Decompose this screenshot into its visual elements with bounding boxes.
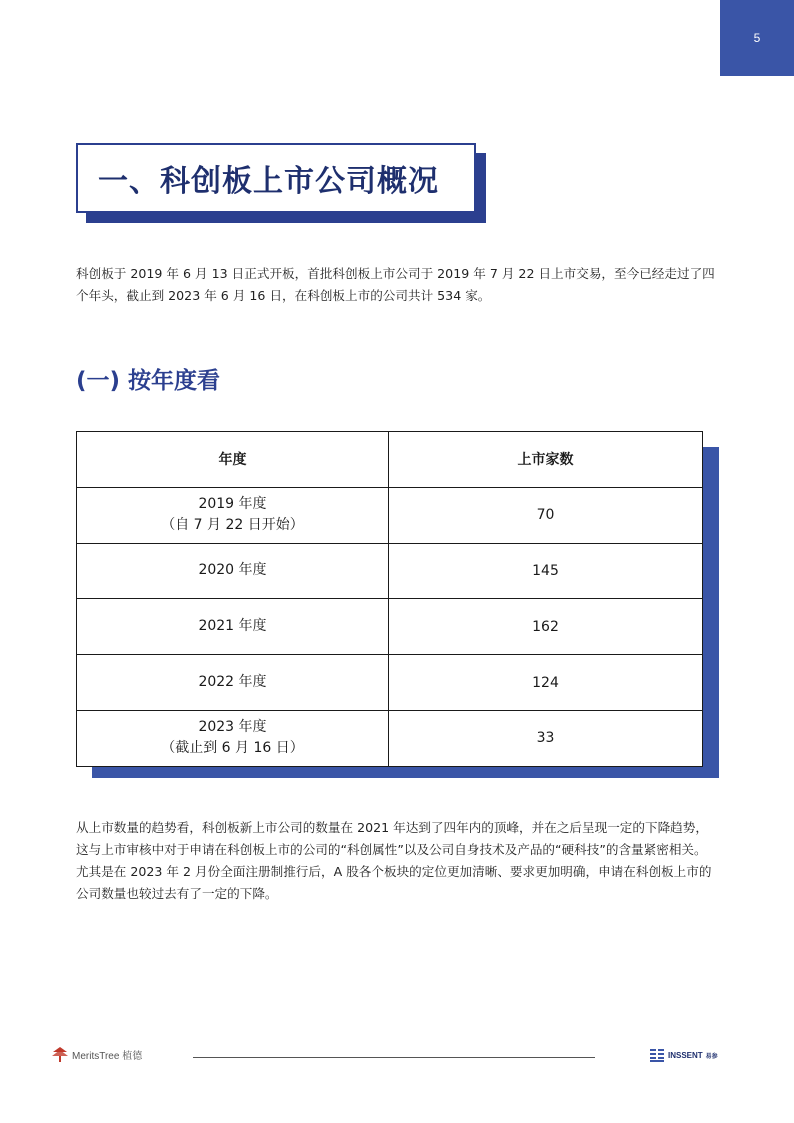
table-row — [77, 655, 703, 711]
year-cell — [77, 543, 389, 599]
right-logo-cn: 易参 — [705, 1053, 718, 1060]
year-cell — [77, 487, 389, 543]
year-cell — [77, 710, 389, 766]
year-label: 2023 年度 — [198, 719, 267, 736]
table-row — [77, 710, 703, 766]
column-header-year: 年度 — [77, 432, 389, 488]
analysis-paragraph: 从上市数量的趋势看，科创板新上市公司的数量在 2021 年达到了四年内的顶峰，并在之后呈现一定的下降趋势，这与上市审核中对于申请在科创板上市的公司的“科创属性”以及公司自身技术及产品的“硬科技”的含量紧密相关。尤其是在 2023 年 2 月份全面注册制推行后，A 股各个板块的定位更加清晰、要求更加明确，申请在科创板上市的公司数量也较过去有了一定的下降。 — [76, 820, 712, 901]
section-title: 一、科创板上市公司概况 — [98, 164, 439, 199]
table-header-row — [77, 432, 703, 488]
column-header-count: 上市家数 — [389, 432, 703, 488]
section-title-box — [76, 143, 476, 213]
footer-divider — [193, 1057, 595, 1058]
inssent-logo — [650, 1048, 718, 1062]
count-cell: 145 — [389, 543, 703, 599]
year-label: 2021 年度 — [198, 618, 267, 635]
intro-paragraph: 科创板于 2019 年 6 月 13 日正式开板，首批科创板上市公司于 2019 年 7 月 22 日上市交易，至今已经走过了四个年头，截止到 2023 年 6 月 16 日，在科创板上市的公司共计 534 家。 — [76, 266, 715, 303]
meritstree-logo — [72, 1046, 143, 1062]
tree-icon — [50, 1046, 70, 1062]
count-cell: 162 — [389, 599, 703, 655]
left-logo-text: MeritsTree 植德 — [72, 1051, 143, 1062]
subsection-title: (一) 按年度看 — [76, 368, 221, 394]
count-cell: 70 — [389, 487, 703, 543]
year-label: 2020 年度 — [198, 562, 267, 579]
year-cell — [77, 599, 389, 655]
year-label: 2019 年度 — [198, 496, 267, 513]
right-logo-text: INSSENT — [668, 1050, 703, 1060]
table-row — [77, 543, 703, 599]
year-note: （截止到 6 月 16 日） — [161, 740, 304, 757]
year-note: （自 7 月 22 日开始） — [161, 517, 304, 534]
inssent-mark-icon — [650, 1048, 664, 1062]
count-cell: 33 — [389, 710, 703, 766]
page-number: 5 — [753, 31, 761, 45]
year-label: 2022 年度 — [198, 674, 267, 691]
table-row — [77, 599, 703, 655]
page-number-tab — [720, 0, 794, 76]
count-cell: 124 — [389, 655, 703, 711]
year-cell — [77, 655, 389, 711]
listing-count-table — [76, 431, 703, 767]
table-row — [77, 487, 703, 543]
